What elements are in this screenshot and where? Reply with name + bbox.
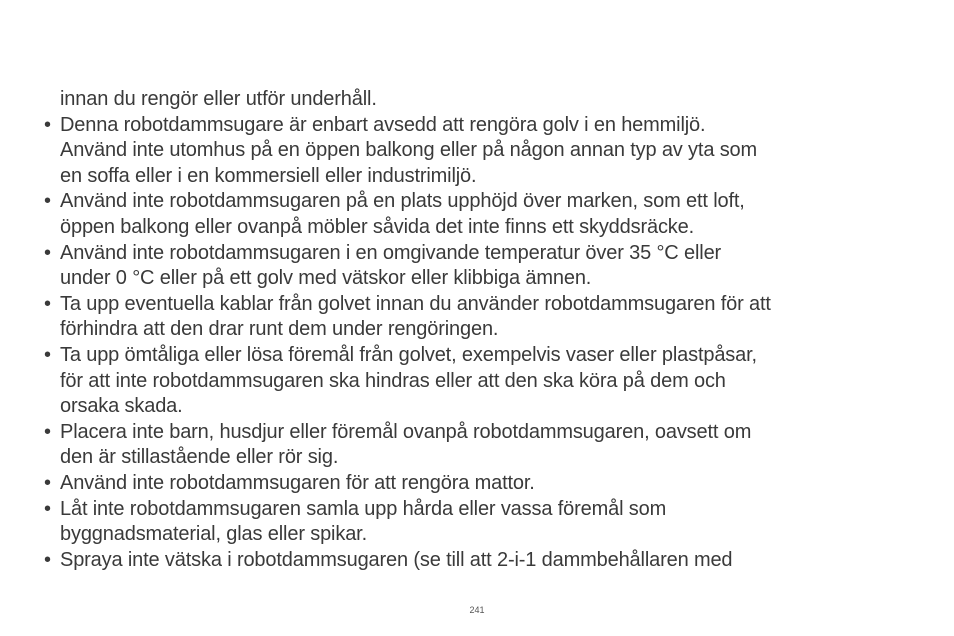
bullet-line: Låt inte robotdammsugaren samla upp hårda eller vassa föremål som <box>60 497 667 520</box>
bullet-dot: • <box>44 241 51 264</box>
bullet-line: byggnadsmaterial, glas eller spikar. <box>60 523 367 546</box>
bullet-item <box>44 343 924 420</box>
bullet-line: under 0 °C eller på ett golv med vätskor eller klibbiga ämnen. <box>60 267 592 290</box>
bullet-dot: • <box>44 343 51 366</box>
bullet-line: orsaka skada. <box>60 395 183 418</box>
bullet-line: Ta upp eventuella kablar från golvet innan du använder robotdammsugaren för att <box>60 292 771 315</box>
bullet-line: för att inte robotdammsugaren ska hindras eller att den ska köra på dem och <box>60 369 726 392</box>
bullet-line: öppen balkong eller ovanpå möbler såvida det inte finns ett skyddsräcke. <box>60 215 695 238</box>
bullet-dot: • <box>44 292 51 315</box>
bullet-line: Spraya inte vätska i robotdammsugaren (se till att 2-i-1 dammbehållaren med <box>60 548 733 571</box>
bullet-item <box>44 497 924 548</box>
bullet-item <box>44 113 924 190</box>
bullet-line: den är stillastående eller rör sig. <box>60 446 339 469</box>
bullet-item <box>44 420 924 471</box>
bullet-item <box>44 548 924 574</box>
bullet-line: Använd inte robotdammsugaren i en omgivande temperatur över 35 °C eller <box>60 241 722 264</box>
bullet-item <box>44 241 924 292</box>
bullet-dot: • <box>44 497 51 520</box>
bullet-dot: • <box>44 548 51 571</box>
bullet-line: Ta upp ömtåliga eller lösa föremål från golvet, exempelvis vaser eller plastpåsar, <box>60 343 757 366</box>
bullet-line: Använd inte robotdammsugaren för att rengöra mattor. <box>60 471 535 494</box>
bullet-line: Använd inte robotdammsugaren på en plats upphöjd över marken, som ett loft, <box>60 190 745 213</box>
bullet-dot: • <box>44 420 51 443</box>
bullet-dot: • <box>44 190 51 213</box>
safety-instructions <box>44 87 924 573</box>
bullet-item <box>44 292 924 343</box>
bullet-line: Använd inte utomhus på en öppen balkong eller på någon annan typ av yta som <box>60 139 758 162</box>
bullet-line: Placera inte barn, husdjur eller föremål ovanpå robotdammsugaren, oavsett om <box>60 420 752 443</box>
continuation-line: innan du rengör eller utför underhåll. <box>60 88 377 110</box>
bullet-list <box>44 113 924 574</box>
bullet-line: förhindra att den drar runt dem under rengöringen. <box>60 318 499 341</box>
bullet-dot: • <box>44 113 51 136</box>
bullet-line: en soffa eller i en kommersiell eller industrimiljö. <box>60 164 477 187</box>
bullet-dot: • <box>44 471 51 494</box>
bullet-item <box>44 189 924 240</box>
page-number: 241 <box>469 605 485 615</box>
bullet-item <box>44 471 924 497</box>
bullet-line: Denna robotdammsugare är enbart avsedd att rengöra golv i en hemmiljö. <box>60 113 706 136</box>
